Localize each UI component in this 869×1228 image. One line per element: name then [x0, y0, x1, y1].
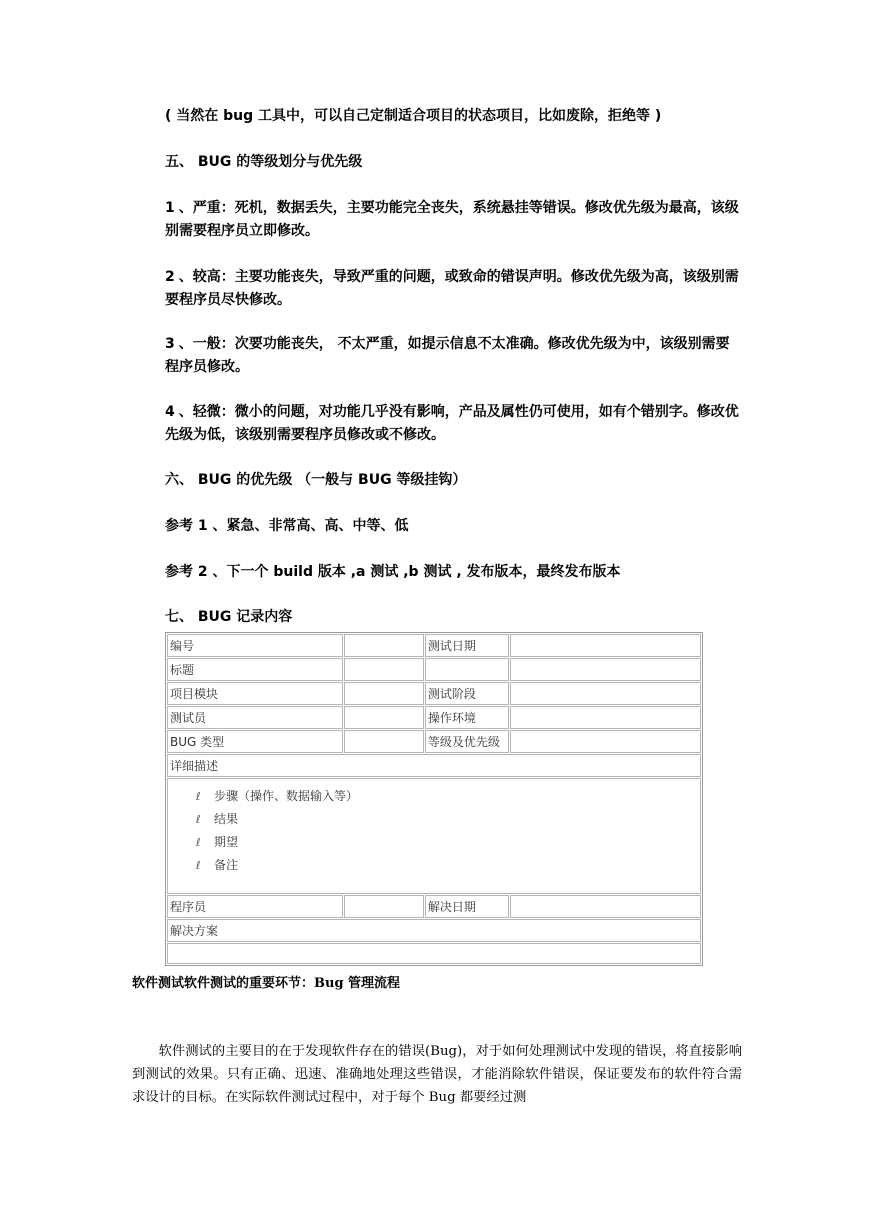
level-4-text: 、轻微：微小的问题，对功能几乎没有影响，产品及属性仍可使用，如有个错别字。修改优先级为低，该级别需要程序员修改或不修改。	[165, 404, 739, 443]
section-7-title: 七、 BUG 记录内容	[165, 609, 293, 625]
list-item	[196, 854, 698, 877]
level-2-number: 2	[165, 269, 175, 285]
level-4-number: 4	[165, 404, 175, 420]
severity-priority-value-cell	[510, 730, 701, 753]
programmer-label: 程序员	[167, 895, 343, 918]
tester-value-cell	[344, 706, 424, 729]
bullet-icon: ℓ	[196, 859, 201, 872]
test-date-label: 测试日期	[425, 634, 509, 657]
level-3	[165, 333, 743, 379]
bug-record-table	[165, 632, 703, 966]
bug-type-label: BUG 类型	[167, 730, 343, 753]
level-1-number: 1	[165, 200, 175, 216]
solution-label: 解决方案	[167, 919, 701, 942]
table-row	[167, 895, 701, 918]
bullet-icon: ℓ	[196, 813, 201, 826]
blank-cell	[510, 658, 701, 681]
programmer-value-cell	[344, 895, 424, 918]
resolve-date-value-cell	[510, 895, 701, 918]
table-row	[167, 919, 701, 942]
table-row	[167, 943, 701, 964]
level-2-text: 、较高：主要功能丧失，导致严重的问题，或致命的错误声明。修改优先级为高，该级别需要程序员尽快修改。	[165, 269, 739, 308]
severity-priority-label: 等级及优先级	[425, 730, 509, 753]
detail-item-steps: 步骤（操作、数据输入等）	[214, 789, 359, 803]
detail-content-cell	[167, 778, 701, 894]
id-value-cell	[344, 634, 424, 657]
list-item	[196, 831, 698, 854]
environment-label: 操作环境	[425, 706, 509, 729]
table-row	[167, 706, 701, 729]
status-note: ( 当然在 bug 工具中，可以自己定制适合项目的状态项目，比如废除，拒绝等 )	[165, 108, 662, 124]
id-label: 编号	[167, 634, 343, 657]
detail-item-result: 结果	[214, 812, 239, 826]
table-row	[167, 634, 701, 657]
environment-value-cell	[510, 706, 701, 729]
detail-label: 详细描述	[167, 754, 701, 777]
resolve-date-label: 解决日期	[425, 895, 509, 918]
table-row	[167, 754, 701, 777]
detail-item-expected: 期望	[214, 835, 239, 849]
bullet-icon: ℓ	[196, 836, 201, 849]
blank-cell	[425, 658, 509, 681]
title-label: 标题	[167, 658, 343, 681]
level-1	[165, 197, 743, 243]
level-1-text: 、严重：死机，数据丢失，主要功能完全丧失，系统悬挂等错误。修改优先级为最高，该级别需要程序员立即修改。	[165, 200, 739, 239]
detail-item-notes: 备注	[214, 858, 239, 872]
list-item	[196, 785, 698, 808]
table-row	[167, 778, 701, 894]
detail-list	[170, 785, 698, 877]
reference-2: 参考 2 、下一个 build 版本 ,a 测试 ,b 测试 , 发布版本，最终发布版本	[165, 564, 621, 580]
level-3-number: 3	[165, 336, 175, 352]
section-5-title: 五、 BUG 的等级划分与优先级	[165, 154, 363, 170]
level-4	[165, 401, 743, 447]
section-6-title: 六、 BUG 的优先级 （一般与 BUG 等级挂钩）	[165, 472, 467, 488]
test-date-value-cell	[510, 634, 701, 657]
reference-1: 参考 1 、紧急、非常高、高、中等、低	[165, 518, 409, 534]
test-phase-value-cell	[510, 682, 701, 705]
level-2	[165, 266, 743, 312]
module-label: 项目模块	[167, 682, 343, 705]
table-row	[167, 682, 701, 705]
bullet-icon: ℓ	[196, 790, 201, 803]
table-row	[167, 730, 701, 753]
solution-value-cell	[167, 943, 701, 964]
section-heading: 软件测试软件测试的重要环节：Bug 管理流程	[132, 976, 401, 991]
title-value-cell	[344, 658, 424, 681]
level-3-text: 、一般：次要功能丧失， 不太严重，如提示信息不太准确。修改优先级为中，该级别需要程序员修改。	[165, 336, 730, 375]
module-value-cell	[344, 682, 424, 705]
intro-paragraph: 软件测试的主要目的在于发现软件存在的错误(Bug)，对于如何处理测试中发现的错误，将直接影响到测试的效果。只有正确、迅速、准确地处理这些错误，才能消除软件错误，保证要发布的软件符合需求设计的目标。在实际软件测试过程中，对于每个 Bug 都要经过测	[132, 1044, 742, 1105]
tester-label: 测试员	[167, 706, 343, 729]
bug-type-value-cell	[344, 730, 424, 753]
list-item	[196, 808, 698, 831]
table-row	[167, 658, 701, 681]
test-phase-label: 测试阶段	[425, 682, 509, 705]
